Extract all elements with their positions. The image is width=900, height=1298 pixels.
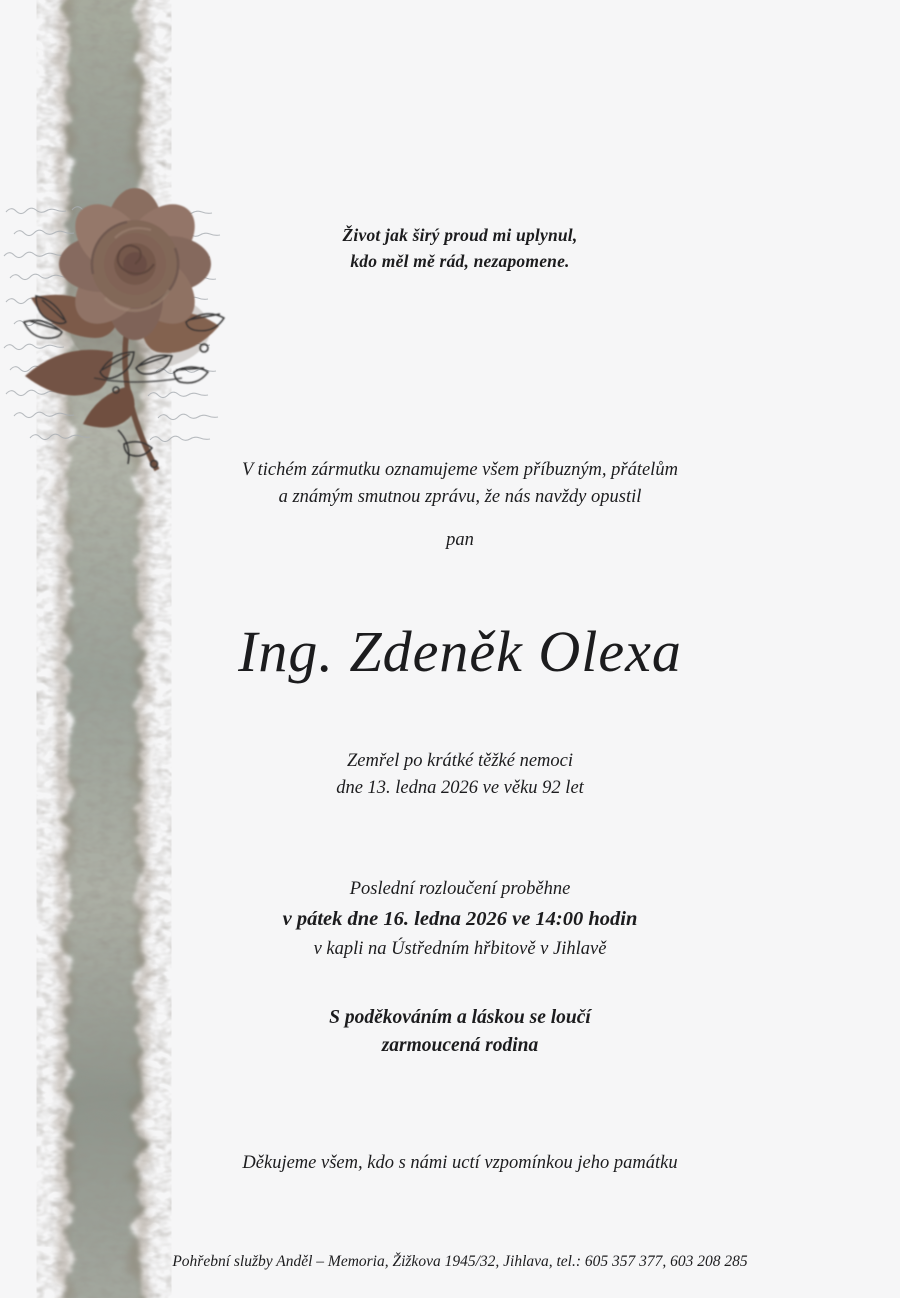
epigraph-line2: kdo měl mě rád, nezapomene. (350, 251, 570, 271)
announcement-line1: V tichém zármutku oznamujeme všem příbuzným, přátelům (242, 460, 678, 480)
death-info-line1: Zemřel po krátké těžké nemoci (346, 751, 574, 771)
announcement-line2: a známým smutnou zprávu, že nás navždy opustil (278, 487, 642, 507)
thanks-line: Děkujeme všem, kdo s námi uctí vzpomínkou jeho památku (242, 1153, 678, 1173)
farewell-line2: zarmoucená rodina (381, 1035, 539, 1056)
funeral-info-line1: Poslední rozloučení proběhne (349, 879, 571, 899)
funeral-home-footer: Pohřební služby Anděl – Memoria, Žižkova 1945/32, Jihlava, tel.: 605 357 377, 603 208 285 (172, 1253, 748, 1270)
farewell-line1: S poděkováním a láskou se loučí (329, 1007, 591, 1028)
funeral-info-datetime: v pátek dne 16. ledna 2026 ve 14:00 hodin (282, 908, 638, 930)
salutation: pan (446, 530, 474, 550)
farewell (40, 1004, 880, 1060)
announcement (40, 457, 880, 511)
funeral-info (40, 874, 880, 964)
death-info (40, 748, 880, 802)
funeral-info-place: v kapli na Ústředním hřbitově v Jihlavě (313, 939, 607, 959)
deceased-name: Ing. Zdeněk Olexa (238, 619, 682, 684)
epigraph (40, 222, 880, 274)
death-info-line2: dne 13. ledna 2026 ve věku 92 let (336, 778, 584, 798)
epigraph-line1: Život jak širý proud mi uplynul, (342, 225, 578, 245)
